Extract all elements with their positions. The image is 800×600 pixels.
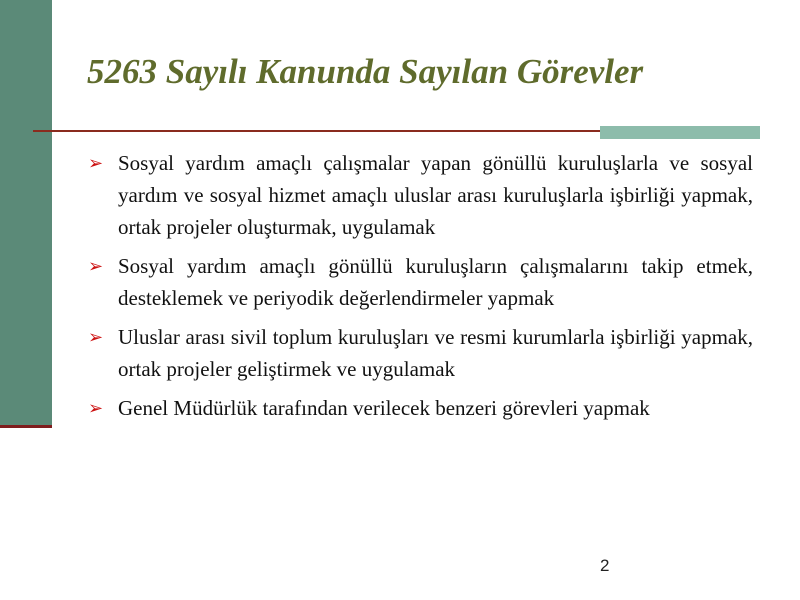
page-number: 2 [600, 556, 610, 575]
title-accent-block [600, 126, 760, 139]
bullet-text: Sosyal yardım amaçlı çalışmalar yapan gönüllü kuruluşlarla ve sosyal yardım ve sosyal hizmet amaçlı uluslar arası kuruluşlarla işbirliği yapmak, ortak projeler oluşturmak, uygulamak [118, 151, 753, 239]
bullet-text: Uluslar arası sivil toplum kuruluşları ve resmi kurumlarla işbirliği yapmak, ortak projeler geliştirmek ve uygulamak [118, 325, 753, 381]
bullet-item [88, 392, 753, 424]
bullet-text: Genel Müdürlük tarafından verilecek benzeri görevleri yapmak [118, 396, 650, 420]
bullet-list [88, 147, 753, 431]
left-bar-bottom-line [0, 425, 52, 428]
left-decorative-bar [0, 0, 52, 426]
bullet-item [88, 147, 753, 243]
bullet-text: Sosyal yardım amaçlı gönüllü kuruluşların çalışmalarını takip etmek, desteklemek ve periyodik değerlendirmeler yapmak [118, 254, 753, 310]
arrow-bullet-icon: ➢ [88, 398, 104, 419]
bullet-item [88, 250, 753, 314]
arrow-bullet-icon: ➢ [88, 153, 104, 174]
bullet-item [88, 321, 753, 385]
arrow-bullet-icon: ➢ [88, 327, 104, 348]
arrow-bullet-icon: ➢ [88, 256, 104, 277]
slide-title: 5263 Sayılı Kanunda Sayılan Görevler [87, 52, 644, 91]
